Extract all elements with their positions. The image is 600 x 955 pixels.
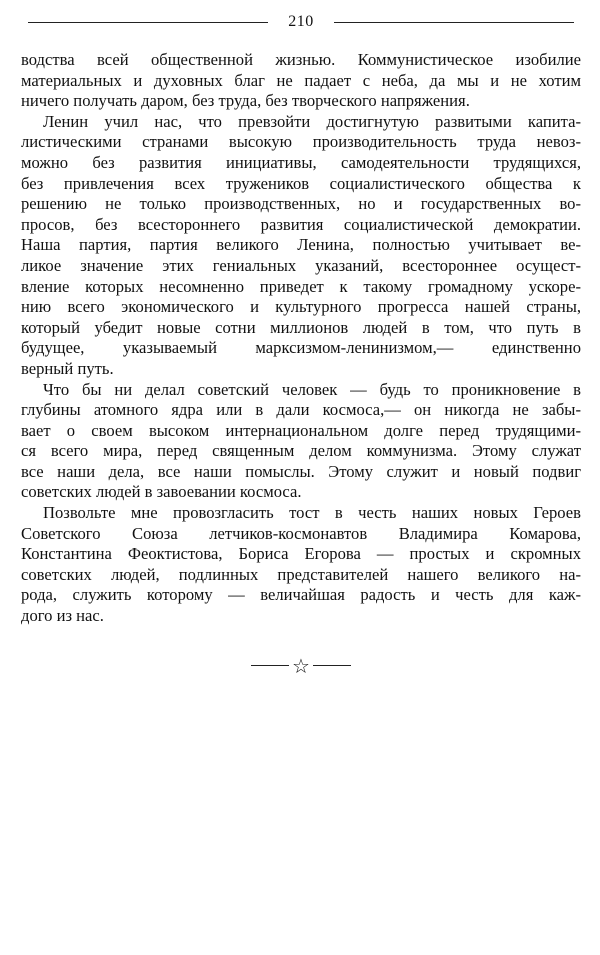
text-line: который убедит новые сотни миллионов людей в том, что путь в xyxy=(21,317,581,337)
text-line: рода, служить которому — величайшая радость и честь для каж- xyxy=(21,585,581,605)
header-rule-left xyxy=(28,22,268,23)
section-end-ornament xyxy=(21,655,581,677)
page-header xyxy=(21,8,581,36)
text-line: Ленин учил нас, что превзойти достигнутую развитыми капита- xyxy=(43,111,581,131)
text-line: водства всей общественной жизнью. Коммунистическое изобилие xyxy=(21,50,581,69)
text-line: Наша партия, партия великого Ленина, полностью учитывает ве- xyxy=(21,235,581,255)
text-line: Константина Феоктистова, Бориса Егорова — простых и скромных xyxy=(21,544,581,564)
text-line: Позвольте мне провозгласить тост в честь наших новых Героев xyxy=(43,503,581,523)
paragraph xyxy=(21,112,581,380)
text-line: дого из нас. xyxy=(21,606,104,626)
page-number: 210 xyxy=(288,13,314,30)
text-line: советских людей в завоевании космоса. xyxy=(21,482,302,502)
text-line: верный путь. xyxy=(21,358,114,378)
text-line: вает о своем высоком интернациональном долге перед трудящими- xyxy=(21,420,581,440)
text-line: вление которых несомненно приведет к такому громадному ускоре- xyxy=(21,276,581,296)
text-line: ничего получать даром, без труда, без творческого напряжения. xyxy=(21,91,470,111)
text-line: ся всего мира, перед священным делом коммунизма. Этому служат xyxy=(21,441,581,461)
text-line: решению не только производственных, но и государственных во- xyxy=(21,194,581,214)
text-line: Что бы ни делал советский человек — будь то проникновение в xyxy=(43,379,581,399)
text-line: материальных и духовных благ не падает с неба, да мы и не хотим xyxy=(21,70,581,90)
paragraph xyxy=(21,503,581,627)
text-line: советских людей, подлинных представителей нашего великого на- xyxy=(21,564,581,584)
star-icon: ☆ xyxy=(292,653,310,678)
text-line: все наши дела, все наши помыслы. Этому служит и новый подвиг xyxy=(21,461,581,481)
ornament-line-right xyxy=(313,665,351,666)
header-rule-right xyxy=(334,22,574,23)
text-line: листическими странами высокую производительность труда невоз- xyxy=(21,132,581,152)
text-line: просов, без всестороннего развития социалистической демократии. xyxy=(21,214,581,234)
text-line: можно без развития инициативы, самодеятельности трудящихся, xyxy=(21,152,581,172)
body-text xyxy=(21,50,581,627)
paragraph xyxy=(21,50,581,112)
paragraph xyxy=(21,380,581,504)
text-line: Советского Союза летчиков-космонавтов Владимира Комарова, xyxy=(21,523,581,543)
text-line: нию всего экономического и культурного прогресса нашей страны, xyxy=(21,297,581,317)
text-line: без привлечения всех тружеников социалистического общества к xyxy=(21,173,581,193)
document-page xyxy=(21,8,581,677)
ornament-line-left xyxy=(251,665,289,666)
text-line: глубины атомного ядра или в дали космоса,— он никогда не забы- xyxy=(21,400,581,420)
text-line: будущее, указываемый марксизмом-ленинизмом,— единственно xyxy=(21,338,581,358)
text-line: ликое значение этих гениальных указаний, всестороннее осущест- xyxy=(21,255,581,275)
